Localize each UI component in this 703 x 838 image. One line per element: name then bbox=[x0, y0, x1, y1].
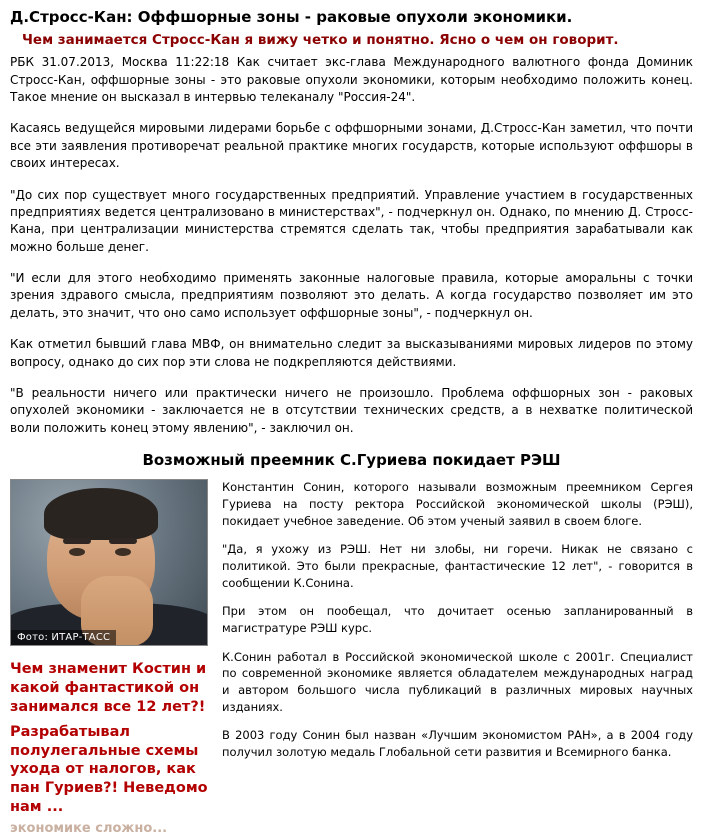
promo-block[interactable] bbox=[10, 660, 210, 838]
story-paragraph: К.Сонин работал в Российской экономической школе с 2001г. Специалист по современной экономике является обладателем международных наград и автором большого числа публикаций в различных мировых научных изданиях. bbox=[222, 649, 693, 714]
story-paragraph: При этом он пообещал, что дочитает осенью запланированный в магистратуре РЭШ курс. bbox=[222, 604, 693, 635]
article-paragraph: "До сих пор существует много государственных предприятий. Управление участием в государственных предприятиях ведется централизовано в министерствах", - подчеркнул он. Однако, по мнению Д. Стросс-Кана, при централизации министерства стремятся сделать так, чтобы предприятия зарабатывали как можно больше денег. bbox=[10, 187, 693, 254]
second-story-layout bbox=[0, 479, 703, 838]
photo-credit: Фото: ИТАР-ТАСС bbox=[11, 630, 116, 645]
page-title: Д.Стросс-Кан: Оффшорные зоны - раковые опухоли экономики. bbox=[10, 8, 573, 26]
story-paragraph: "Да, я ухожу из РЭШ. Нет ни злобы, ни горечи. Никак не связано с политикой. Это были прекрасные, фантастические 12 лет", - говорится в сообщении К.Сонина. bbox=[222, 542, 693, 590]
photo-brow-right bbox=[109, 538, 137, 544]
promo-line-3: экономике сложно... bbox=[10, 820, 168, 836]
story-photo bbox=[10, 479, 208, 646]
second-story-heading: Возможный преемник С.Гуриева покидает РЭШ bbox=[142, 451, 561, 470]
article-paragraph: РБК 31.07.2013, Москва 11:22:18 Как считает экс-глава Международного валютного фонда Доминик Стросс-Кан, оффшорные зоны - это раковые опухоли экономики, которым необходимо положить конец. Такое мнение он высказал в интервью телеканалу "Россия-24". bbox=[10, 55, 693, 104]
left-column bbox=[10, 479, 210, 838]
photo-hair bbox=[44, 488, 158, 540]
right-column bbox=[222, 479, 693, 772]
page-subtitle: Чем занимается Стросс-Кан я вижу четко и понятно. Ясно о чем он говорит. bbox=[22, 32, 619, 48]
story-paragraph: Константин Сонин, которого называли возможным преемником Сергея Гуриева на посту ректора Российской экономической школы (РЭШ), покидает учебное заведение. Об этом ученый заявил в своем блоге. bbox=[222, 480, 693, 528]
article-paragraph: Касаясь ведущейся мировыми лидерами борьбе с оффшорными зонами, Д.Стросс-Кан заметил, что почти все эти заявления противоречат реальной практике многих государств, которые используют оффшоры в своих интересах. bbox=[10, 121, 693, 171]
article-paragraph: Как отметил бывший глава МВФ, он внимательно следит за высказываниями мировых лидеров по этому вопросу, однако до сих пор эти слова не подкрепляются действиями. bbox=[10, 337, 693, 369]
promo-line-1: Чем знаменит Костин и какой фантастикой он занимался все 12 лет?! bbox=[10, 661, 207, 715]
story-paragraph: В 2003 году Сонин был назван «Лучшим экономистом РАН», а в 2004 году получил золотую медаль Глобальной сети развития и Всемирного банка. bbox=[222, 728, 693, 759]
article-body bbox=[0, 54, 703, 437]
article-paragraph: "В реальности ничего или практически ничего не произошло. Проблема оффшорных зон - раковых опухолей экономики - заключается не в отсутствии технических средств, а в нехватке политической воли положить конец этому явлению", - заключил он. bbox=[10, 386, 693, 435]
photo-brow-left bbox=[63, 538, 91, 544]
article-paragraph: "И если для этого необходимо применять законные налоговые правила, которые аморальны с точки зрения здравого смысла, предприятиям позволяют это делать. А когда государство позволяет им это делать, это значит, что оно само использует оффшорные зоны", - подчеркнул он. bbox=[10, 271, 693, 320]
promo-line-2: Разрабатывал полулегальные схемы ухода от налогов, как пан Гуриев?! Неведомо нам ... bbox=[10, 723, 208, 816]
